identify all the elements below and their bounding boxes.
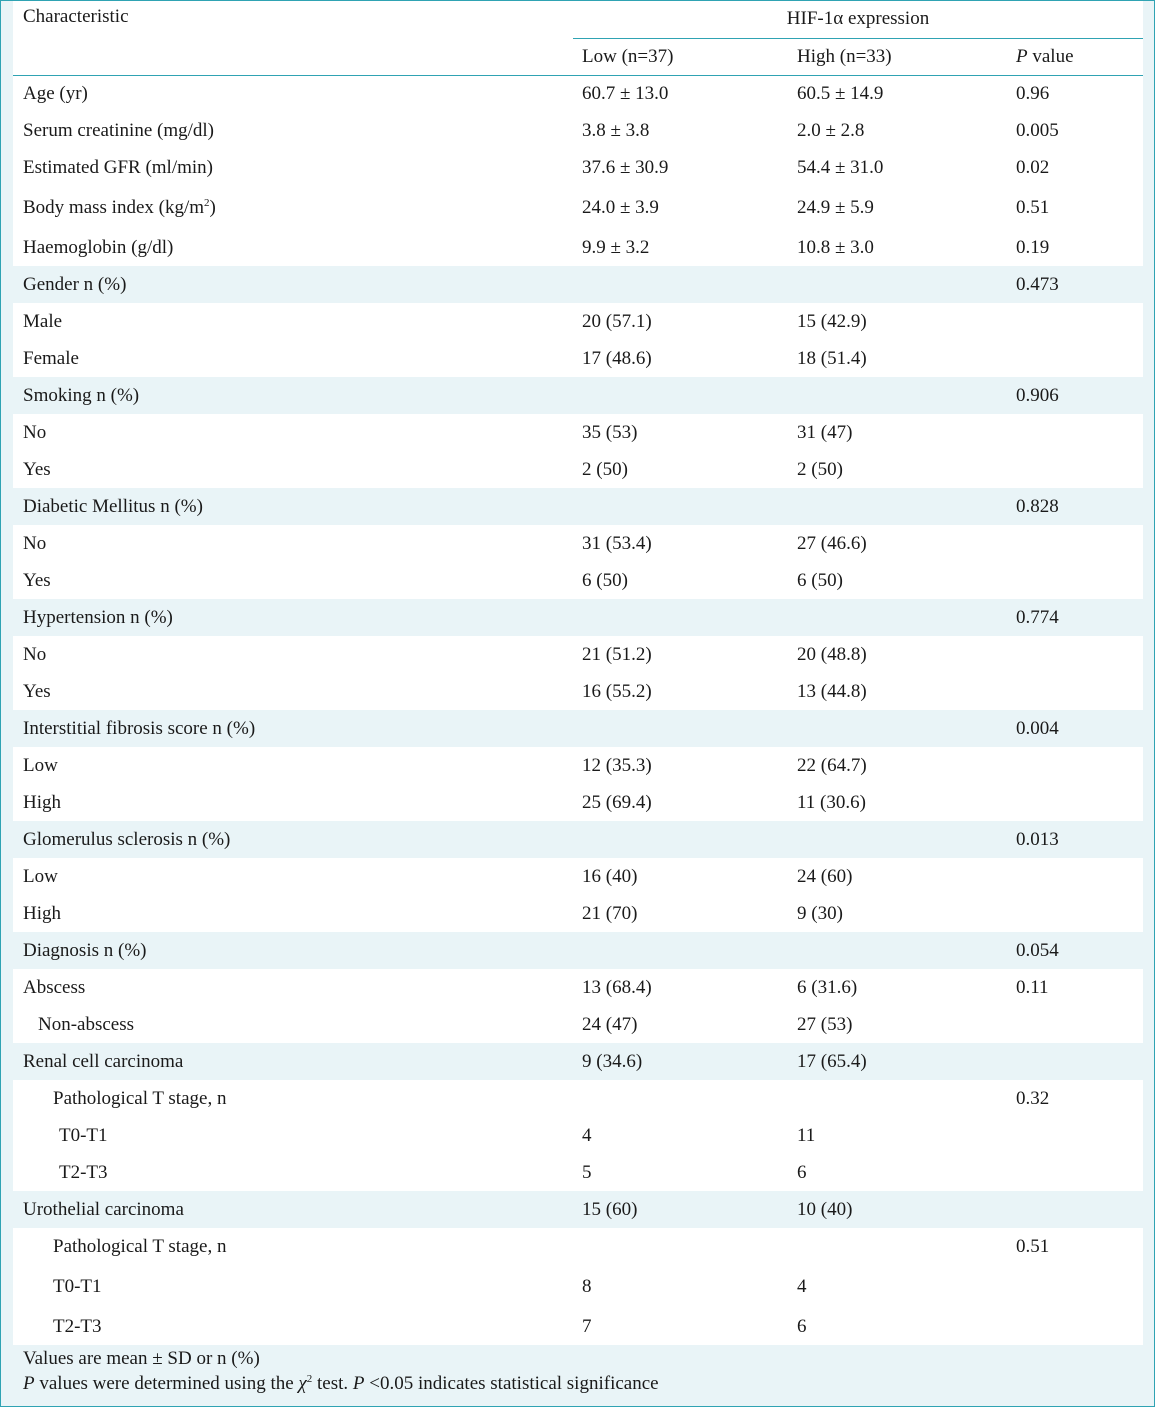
table-row (13, 673, 1143, 710)
footnote-chi-sup: 2 (306, 1373, 313, 1385)
table-row (13, 1308, 1143, 1345)
p-value (1010, 673, 1143, 710)
row-label-text: Estimated GFR (ml/min) (23, 156, 213, 178)
table-row (13, 1080, 1143, 1117)
row-label-text: Yes (23, 569, 51, 591)
high-value: 4 (788, 1265, 1010, 1308)
table-row (13, 969, 1143, 1006)
row-label (13, 821, 573, 858)
table-row (13, 414, 1143, 451)
row-label (13, 229, 573, 266)
p-value (1010, 1265, 1143, 1308)
high-value (788, 932, 1010, 969)
p-value-header (1010, 38, 1143, 75)
high-value (788, 1228, 1010, 1265)
footnote-p-italic: P (23, 1373, 35, 1394)
header-row-top (13, 1, 1143, 38)
row-label-text: No (23, 643, 47, 665)
row-label-text: Pathological T stage, n (53, 1235, 227, 1257)
high-value: 24 (60) (788, 858, 1010, 895)
row-label (13, 303, 573, 340)
p-value: 0.51 (1010, 1228, 1143, 1265)
low-value (573, 1080, 788, 1117)
table-row (13, 525, 1143, 562)
p-value: 0.96 (1010, 75, 1143, 112)
p-value: 0.32 (1010, 1080, 1143, 1117)
high-value (788, 599, 1010, 636)
high-value: 31 (47) (788, 414, 1010, 451)
low-value: 24.0 ± 3.9 (573, 186, 788, 229)
high-value (788, 1080, 1010, 1117)
row-label (13, 186, 573, 229)
high-value: 20 (48.8) (788, 636, 1010, 673)
table-row (13, 1191, 1143, 1228)
row-label (13, 488, 573, 525)
row-label-text: No (23, 421, 47, 443)
table-row (13, 1265, 1143, 1308)
high-value (788, 488, 1010, 525)
p-value (1010, 451, 1143, 488)
row-label-after: ) (209, 196, 216, 218)
low-value (573, 599, 788, 636)
low-value (573, 932, 788, 969)
table-row (13, 562, 1143, 599)
high-value: 11 (788, 1117, 1010, 1154)
low-value: 35 (53) (573, 414, 788, 451)
low-value (573, 488, 788, 525)
p-italic: P (1016, 45, 1028, 67)
high-value: 27 (46.6) (788, 525, 1010, 562)
low-value: 31 (53.4) (573, 525, 788, 562)
high-header: High (n=33) (788, 38, 1010, 75)
row-label (13, 1228, 573, 1265)
table-row (13, 636, 1143, 673)
row-label-text: Diagnosis n (%) (23, 939, 147, 961)
row-label (13, 673, 573, 710)
p-value (1010, 636, 1143, 673)
high-value: 17 (65.4) (788, 1043, 1010, 1080)
low-value: 5 (573, 1154, 788, 1191)
row-label-text: High (23, 902, 61, 924)
table-row (13, 186, 1143, 229)
row-label (13, 414, 573, 451)
table-row (13, 821, 1143, 858)
p-value (1010, 784, 1143, 821)
table-row (13, 599, 1143, 636)
row-label-text: Interstitial fibrosis score n (%) (23, 717, 256, 739)
low-value: 21 (70) (573, 895, 788, 932)
table-header (13, 1, 1143, 75)
high-value: 10.8 ± 3.0 (788, 229, 1010, 266)
table-row (13, 340, 1143, 377)
table-row (13, 266, 1143, 303)
row-label (13, 1043, 573, 1080)
row-label (13, 1080, 573, 1117)
row-label (13, 932, 573, 969)
p-value: 0.906 (1010, 377, 1143, 414)
row-label-text: T2-T3 (53, 1315, 102, 1337)
row-label (13, 784, 573, 821)
p-value: 0.19 (1010, 229, 1143, 266)
table-row (13, 229, 1143, 266)
low-value: 15 (60) (573, 1191, 788, 1228)
table-row (13, 932, 1143, 969)
row-label-text: No (23, 532, 47, 554)
table-row (13, 75, 1143, 112)
low-value: 16 (40) (573, 858, 788, 895)
row-label-text: Age (yr) (23, 82, 88, 104)
row-label (13, 75, 573, 112)
table-row (13, 149, 1143, 186)
row-label-text: Yes (23, 680, 51, 702)
table-footnotes (23, 1346, 659, 1396)
characteristic-header: Characteristic (13, 1, 573, 75)
high-value: 2 (50) (788, 451, 1010, 488)
high-value: 10 (40) (788, 1191, 1010, 1228)
high-value: 18 (51.4) (788, 340, 1010, 377)
p-value (1010, 525, 1143, 562)
high-value: 2.0 ± 2.8 (788, 112, 1010, 149)
p-value (1010, 340, 1143, 377)
p-value (1010, 562, 1143, 599)
row-label-text: Serum creatinine (mg/dl) (23, 119, 214, 141)
hif-expression-header: HIF-1α expression (573, 1, 1143, 38)
row-label-text: T2-T3 (59, 1161, 108, 1183)
row-label-text: High (23, 791, 61, 813)
low-value: 13 (68.4) (573, 969, 788, 1006)
row-label-text: Male (23, 310, 63, 332)
row-label-text: Yes (23, 458, 51, 480)
table-row (13, 710, 1143, 747)
table-row (13, 377, 1143, 414)
row-label-text: Diabetic Mellitus n (%) (23, 495, 203, 517)
low-value: 12 (35.3) (573, 747, 788, 784)
row-label (13, 1191, 573, 1228)
table-row (13, 858, 1143, 895)
row-label-text: Non-abscess (38, 1013, 135, 1035)
table-row (13, 895, 1143, 932)
p-value (1010, 1006, 1143, 1043)
row-label (13, 266, 573, 303)
table-row (13, 1043, 1143, 1080)
row-label (13, 149, 573, 186)
high-value (788, 377, 1010, 414)
p-value: 0.013 (1010, 821, 1143, 858)
low-value: 8 (573, 1265, 788, 1308)
high-value: 13 (44.8) (788, 673, 1010, 710)
row-label-text: Gender n (%) (23, 273, 127, 295)
row-label-text: Glomerulus sclerosis n (%) (23, 828, 231, 850)
high-value (788, 710, 1010, 747)
table-row (13, 488, 1143, 525)
row-label (13, 1265, 573, 1308)
row-label-text: T0-T1 (59, 1124, 108, 1146)
low-value: 20 (57.1) (573, 303, 788, 340)
table-row (13, 784, 1143, 821)
table-row (13, 1154, 1143, 1191)
row-label (13, 969, 573, 1006)
table-row (13, 747, 1143, 784)
low-value: 7 (573, 1308, 788, 1345)
row-label-text: Female (23, 347, 79, 369)
footnote-text-c: <0.05 indicates statistical significance (364, 1373, 659, 1394)
high-value: 9 (30) (788, 895, 1010, 932)
table-row (13, 303, 1143, 340)
high-value: 11 (30.6) (788, 784, 1010, 821)
row-label-text: Abscess (23, 976, 86, 998)
row-label-text: Low (23, 754, 58, 776)
row-label (13, 599, 573, 636)
low-value: 25 (69.4) (573, 784, 788, 821)
row-label-text: Urothelial carcinoma (23, 1198, 184, 1220)
row-label-text: Hypertension n (%) (23, 606, 173, 628)
row-label (13, 1117, 573, 1154)
p-value: 0.054 (1010, 932, 1143, 969)
p-value (1010, 1043, 1143, 1080)
row-label-text: T0-T1 (53, 1275, 102, 1297)
low-value (573, 710, 788, 747)
row-label (13, 636, 573, 673)
row-label-text: Low (23, 865, 58, 887)
row-label (13, 1154, 573, 1191)
p-value: 0.473 (1010, 266, 1143, 303)
low-value (573, 266, 788, 303)
low-value: 21 (51.2) (573, 636, 788, 673)
high-value: 54.4 ± 31.0 (788, 149, 1010, 186)
row-label (13, 112, 573, 149)
low-value (573, 1228, 788, 1265)
p-value (1010, 895, 1143, 932)
table-row (13, 1006, 1143, 1043)
row-label (13, 340, 573, 377)
footnote-values: Values are mean ± SD or n (%) (23, 1348, 260, 1369)
p-value (1010, 858, 1143, 895)
high-value: 6 (788, 1154, 1010, 1191)
data-table (13, 1, 1143, 1345)
low-header: Low (n=37) (573, 38, 788, 75)
row-label (13, 1006, 573, 1043)
low-value (573, 821, 788, 858)
footnote-chi: χ (298, 1373, 307, 1394)
p-value: 0.51 (1010, 186, 1143, 229)
p-value (1010, 747, 1143, 784)
table-row (13, 451, 1143, 488)
high-value: 22 (64.7) (788, 747, 1010, 784)
row-label-text: Body mass index (kg/m (23, 196, 205, 218)
row-label (13, 710, 573, 747)
low-value: 9 (34.6) (573, 1043, 788, 1080)
low-value: 24 (47) (573, 1006, 788, 1043)
p-value (1010, 414, 1143, 451)
low-value: 37.6 ± 30.9 (573, 149, 788, 186)
low-value: 16 (55.2) (573, 673, 788, 710)
table-body (13, 75, 1143, 1345)
row-label-text: Smoking n (%) (23, 384, 140, 406)
footnote-p-values (23, 1371, 659, 1396)
high-value: 24.9 ± 5.9 (788, 186, 1010, 229)
row-label-sup: 2 (204, 196, 210, 209)
row-label-text: Renal cell carcinoma (23, 1050, 184, 1072)
high-value: 6 (31.6) (788, 969, 1010, 1006)
table-row (13, 1117, 1143, 1154)
high-value (788, 266, 1010, 303)
high-value: 27 (53) (788, 1006, 1010, 1043)
p-value-word: value (1027, 45, 1074, 67)
row-label (13, 1308, 573, 1345)
table-row (13, 1228, 1143, 1265)
p-value (1010, 1117, 1143, 1154)
high-value: 6 (50) (788, 562, 1010, 599)
p-value (1010, 1154, 1143, 1191)
footnote-text-a: values were determined using the (34, 1373, 299, 1394)
p-value: 0.11 (1010, 969, 1143, 1006)
footnote-text-b: test. (312, 1373, 353, 1394)
low-value: 60.7 ± 13.0 (573, 75, 788, 112)
p-value: 0.005 (1010, 112, 1143, 149)
p-value: 0.004 (1010, 710, 1143, 747)
low-value: 4 (573, 1117, 788, 1154)
row-label (13, 562, 573, 599)
low-value: 6 (50) (573, 562, 788, 599)
row-label (13, 895, 573, 932)
row-label (13, 525, 573, 562)
row-label-text: Haemoglobin (g/dl) (23, 236, 174, 258)
p-value (1010, 1191, 1143, 1228)
p-value: 0.774 (1010, 599, 1143, 636)
high-value: 15 (42.9) (788, 303, 1010, 340)
high-value: 60.5 ± 14.9 (788, 75, 1010, 112)
row-label (13, 451, 573, 488)
row-label (13, 747, 573, 784)
low-value: 9.9 ± 3.2 (573, 229, 788, 266)
low-value: 17 (48.6) (573, 340, 788, 377)
low-value (573, 377, 788, 414)
row-label-text: Pathological T stage, n (53, 1087, 227, 1109)
table-row (13, 112, 1143, 149)
p-value: 0.828 (1010, 488, 1143, 525)
low-value: 3.8 ± 3.8 (573, 112, 788, 149)
high-value (788, 821, 1010, 858)
p-value (1010, 1308, 1143, 1345)
row-label (13, 858, 573, 895)
p-value: 0.02 (1010, 149, 1143, 186)
p-value (1010, 303, 1143, 340)
high-value: 6 (788, 1308, 1010, 1345)
footnote-p2-italic: P (352, 1373, 365, 1394)
row-label (13, 377, 573, 414)
low-value: 2 (50) (573, 451, 788, 488)
